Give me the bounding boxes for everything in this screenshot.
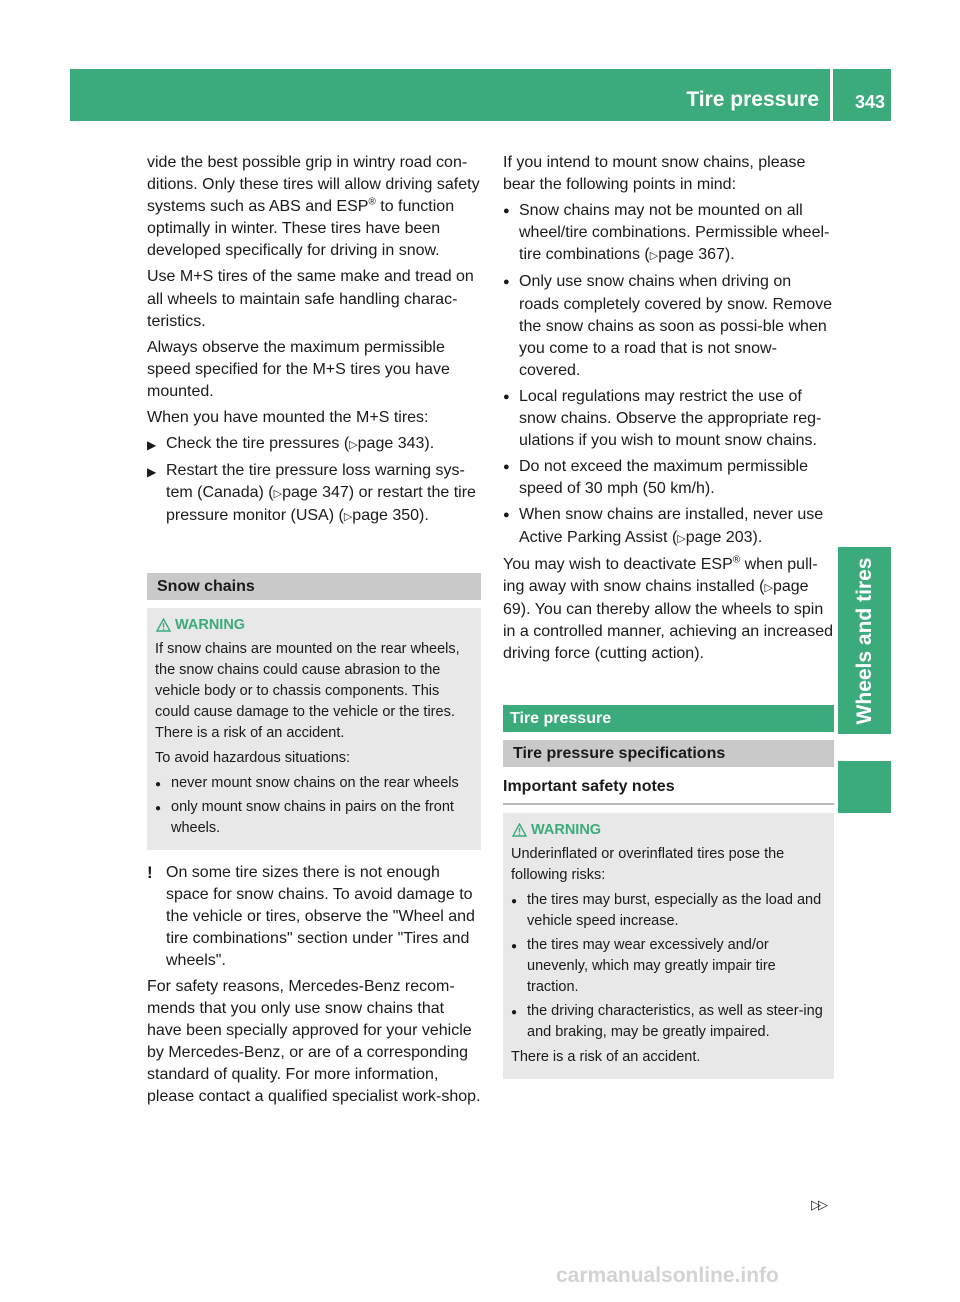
action-list	[147, 433, 481, 528]
action-arrow-icon: ▶	[147, 438, 157, 453]
bullet-icon: ●	[503, 390, 510, 403]
esp-paragraph: You may wish to deactivate ESP® when pull-ing away with snow chains installed (▷page 69). You can thereby allow the wheels to spin in a controlled manner, achieving an increased driving force (cutting action).	[503, 554, 833, 662]
bullet-icon: ●	[503, 276, 510, 289]
warning-title: WARNING	[511, 819, 826, 841]
page-ref-link[interactable]: page 203	[685, 528, 753, 546]
bullet-icon: ●	[155, 778, 162, 790]
chapter-side-tab[interactable]	[838, 547, 891, 734]
side-marker-box	[838, 761, 891, 813]
section-heading-specifications: Tire pressure specifications	[503, 740, 834, 767]
page-ref-link[interactable]: page 347	[282, 484, 349, 502]
intro-paragraph-1: vide the best possible grip in wintry road con-ditions. Only these tires will allow driving safety systems such as ABS and ESP® to function optimally in winter. These tires have been developed specifically for driving in snow.	[147, 154, 480, 260]
warning-box-snow-chains	[147, 608, 481, 850]
right-column	[503, 152, 834, 1079]
bullet-icon: ●	[155, 802, 162, 814]
continue-arrows-icon: ▷▷	[811, 1197, 825, 1212]
warning-footer: There is a risk of an accident.	[511, 1049, 701, 1066]
bullet-icon: ●	[503, 509, 510, 522]
side-tab-label: Wheels and tires	[852, 557, 876, 724]
page-ref-icon: ▷	[273, 488, 283, 501]
warning-list-item: ● the driving characteristics, as well as steer-ing and braking, may be greatly impaired.	[511, 1003, 823, 1041]
exclamation-icon: !	[147, 862, 153, 882]
page-number: 343	[854, 92, 885, 112]
warning-list-item: ● the tires may wear excessively and/or unevenly, which may greatly impair tire traction.	[511, 937, 776, 996]
point-item: ● Only use snow chains when driving on roads completely covered by snow. Remove the snow chains as soon as possi-ble when you come to a road that is not snow-covered.	[503, 273, 833, 379]
point-item: ● When snow chains are installed, never use Active Parking Assist (▷page 203).	[503, 506, 824, 546]
action-item: ▶ Check the tire pressures (▷page 343).	[147, 433, 481, 456]
damage-note: ! On some tire sizes there is not enough space for snow chains. To avoid damage to the vehicle or tires, observe the "Wheel and tire combinations" section under "Tires and wheels".	[147, 862, 475, 969]
page-ref-icon: ▷	[649, 250, 659, 263]
closing-paragraph: For safety reasons, Mercedes-Benz recom-mends that you only use snow chains that have been specially approved for your vehicle by Mercedes-Benz, or are of a corresponding standard of quality. For more information, please contact a qualified specialist work-shop.	[147, 977, 481, 1106]
warning-triangle-icon	[512, 823, 527, 837]
page-ref-link[interactable]: page 350	[352, 507, 420, 525]
page-ref-icon: ▷	[349, 439, 358, 452]
warning-text: Underinflated or overinflated tires pose the following risks:	[511, 846, 785, 884]
point-item: ● Local regulations may restrict the use of snow chains. Observe the appropriate reg-ulations if you wish to mount snow chains.	[503, 387, 822, 450]
section-heading-tire-pressure: Tire pressure	[503, 705, 834, 732]
warning-list	[511, 890, 826, 1043]
header-divider	[830, 69, 833, 121]
action-arrow-icon: ▶	[147, 465, 157, 480]
bullet-icon: ●	[503, 205, 510, 218]
point-item: ● Snow chains may not be mounted on all wheel/tire combinations. Permissible wheel-tire combinations (▷page 367).	[503, 202, 830, 264]
warning-list-item: ● the tires may burst, especially as the load and vehicle speed increase.	[511, 892, 822, 930]
page-ref-icon: ▷	[764, 581, 773, 594]
action-item: ▶ Restart the tire pressure loss warning sys-tem (Canada) (▷page 347) or restart the tire pressure monitor (USA) (▷page 350).	[147, 462, 476, 525]
warning-lead: To avoid hazardous situations:	[155, 749, 351, 766]
chapter-title: Tire pressure	[686, 88, 819, 111]
warning-box-tire-pressure	[503, 813, 834, 1079]
point-item: ● Do not exceed the maximum permissible speed of 30 mph (50 km/h).	[503, 458, 809, 498]
intro-paragraph-4: When you have mounted the M+S tires:	[147, 409, 429, 427]
page-ref-icon: ▷	[343, 511, 353, 524]
left-column	[147, 152, 481, 1113]
warning-list	[155, 773, 473, 839]
intro-paragraph-3: Always observe the maximum permissible speed specified for the M+S tires you have mounted.	[147, 338, 450, 400]
snow-chain-points	[503, 200, 834, 549]
page-ref-link[interactable]: page 343	[357, 435, 425, 453]
bullet-icon: ●	[511, 1007, 518, 1019]
right-intro: If you intend to mount snow chains, please bear the following points in mind:	[503, 154, 806, 194]
watermark: carmanualsonline.info	[556, 1264, 779, 1287]
sub-heading-safety-notes: Important safety notes	[503, 775, 834, 805]
bullet-icon: ●	[511, 896, 518, 908]
page-ref-link[interactable]: page 367	[658, 246, 725, 264]
warning-list-item: ● only mount snow chains in pairs on the front wheels.	[155, 798, 454, 836]
bullet-icon: ●	[511, 941, 518, 953]
warning-text: If snow chains are mounted on the rear wheels, the snow chains could cause abrasion to the vehicle body or to chassis components. This could cause damage to the vehicle or the tires. There is a risk of an accident.	[155, 640, 460, 741]
bullet-icon: ●	[503, 461, 510, 474]
warning-title: WARNING	[155, 614, 473, 636]
page-ref-icon: ▷	[677, 532, 686, 545]
warning-triangle-icon	[156, 618, 171, 632]
section-heading-snow-chains: Snow chains	[147, 573, 481, 600]
page-header-bar	[70, 69, 891, 121]
page-ref-link[interactable]: page 69	[503, 577, 809, 618]
warning-list-item: ● never mount snow chains on the rear wheels	[155, 773, 473, 794]
intro-paragraph-2: Use M+S tires of the same make and tread on all wheels to maintain safe handling charac-teristics.	[147, 268, 474, 330]
